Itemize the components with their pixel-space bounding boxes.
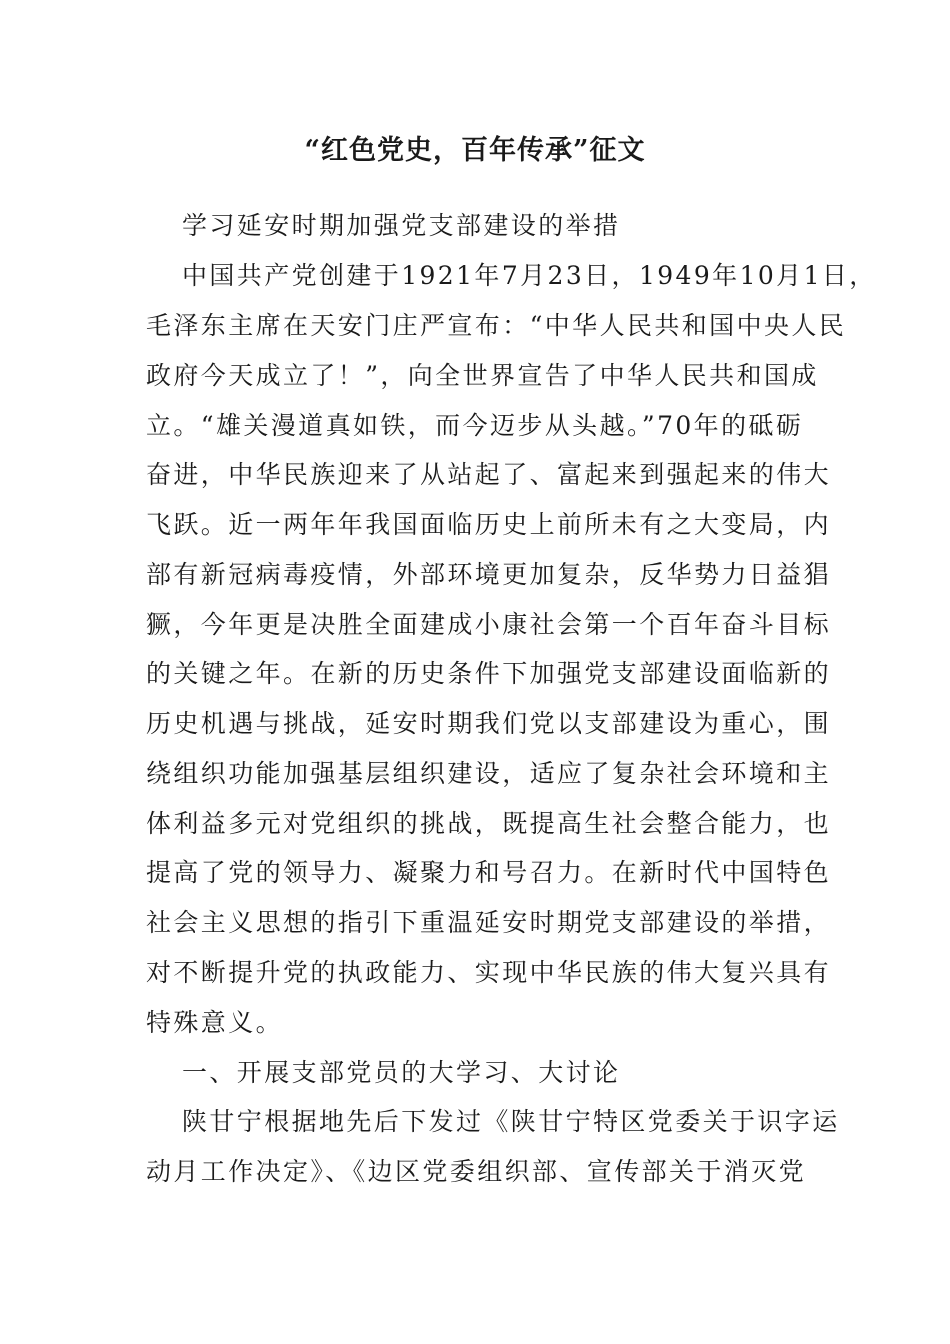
paragraph-line: 动月工作决定》、《边区党委组织部、宣传部关于消灭党 <box>146 1157 807 1186</box>
paragraph-line: 体利益多元对党组织的挑战，既提高生社会整合能力，也 <box>146 809 832 838</box>
paragraph-line: 陕甘宁根据地先后下发过《陕甘宁特区党委关于识字运 <box>182 1107 840 1136</box>
paragraph-line: 提高了党的领导力、凝聚力和号召力。在新时代中国特色 <box>146 858 832 887</box>
paragraph-line: 政府今天成立了！”，向全世界宣告了中华人民共和国成 <box>146 361 819 390</box>
paragraph-line: 奋进，中华民族迎来了从站起了、富起来到强起来的伟大 <box>146 460 832 489</box>
paragraph-line: 的关键之年。在新的历史条件下加强党支部建设面临新的 <box>146 659 832 688</box>
paragraph-line: 中国共产党创建于1921年7月23日，1949年10月1日， <box>182 261 877 290</box>
paragraph-line: 特殊意义。 <box>146 1008 284 1037</box>
paragraph-line: 社会主义思想的指引下重温延安时期党支部建设的举措， <box>146 908 832 937</box>
paragraph-line: 獗，今年更是决胜全面建成小康社会第一个百年奋斗目标 <box>146 610 832 639</box>
paragraph-line: 历史机遇与挑战，延安时期我们党以支部建设为重心，围 <box>146 709 832 738</box>
paragraph-line: 飞跃。近一两年年我国面临历史上前所未有之大变局，内 <box>146 510 832 539</box>
document-title: “红色党史，百年传承”征文 <box>304 135 646 166</box>
paragraph-line: 绕组织功能加强基层组织建设，适应了复杂社会环境和主 <box>146 759 832 788</box>
paragraph-line: 立。“雄关漫道真如铁，而今迈步从头越。”70年的砥砺 <box>146 411 804 440</box>
document-subtitle: 学习延安时期加强党支部建设的举措 <box>182 211 621 240</box>
section-heading: 一、开展支部党员的大学习、大讨论 <box>182 1058 621 1087</box>
paragraph-line: 部有新冠病毒疫情，外部环境更加复杂，反华势力日益猖 <box>146 560 832 589</box>
paragraph-line: 对不断提升党的执政能力、实现中华民族的伟大复兴具有 <box>146 958 832 987</box>
paragraph-line: 毛泽东主席在天安门庄严宣布：“中华人民共和国中央人民 <box>146 311 847 340</box>
